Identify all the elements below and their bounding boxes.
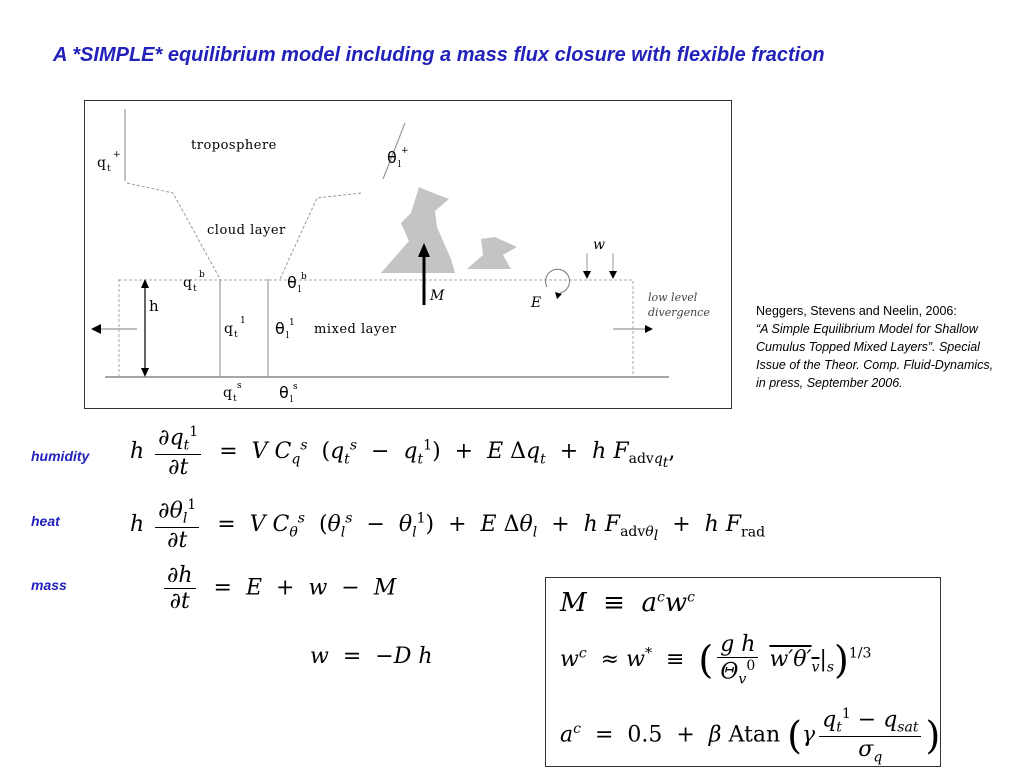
- svg-text:t: t: [193, 284, 197, 294]
- svg-text:+: +: [401, 146, 409, 156]
- w-label: w: [593, 237, 605, 253]
- svg-text:l: l: [286, 331, 289, 341]
- mass-flux-closure-box: [545, 577, 941, 767]
- humidity-equation: h $\frac{\partial q_t^1}{\partial t}$ = V $C_q^s$ $(q_t^s - q_t^1) + E$ $\Delta q_t + h$ $F_{advq_t}$,: [130, 424, 676, 480]
- entrainment-curl: [546, 269, 570, 293]
- svg-text:b: b: [199, 270, 205, 280]
- mass-flux-definition: $M \equiv a^cw^c$: [560, 588, 695, 618]
- troposphere-label: troposphere: [191, 138, 277, 153]
- svg-text:l: l: [298, 285, 301, 295]
- cumulus-cloud-large: [381, 187, 455, 273]
- heat-equation: h $\frac{\partial\theta_l^1}{\partial t}$ = V $C_\theta^s$ $(\theta_l^s - \theta_l^1) + E$ $\Delta\theta_l + h$ $F_{adv\theta_l} + h$ $F_{rad}$: [130, 497, 766, 553]
- reference-citation: [756, 302, 996, 392]
- svg-text:s: s: [237, 381, 242, 391]
- theta-b-label: θ: [287, 273, 297, 292]
- schematic-diagram: [85, 101, 731, 408]
- reference-authors: Neggers, Stevens and Neelin, 2006:: [756, 304, 957, 318]
- svg-text:l: l: [398, 160, 401, 170]
- humidity-label: humidity: [31, 448, 90, 464]
- theta-1-label: θ: [275, 319, 285, 338]
- theta-inversion-dotted-line: [280, 193, 361, 279]
- low-level-divergence-label-2: divergence: [648, 306, 710, 319]
- theta-plus-label: θ: [387, 148, 397, 167]
- qt-s-label: q: [223, 385, 232, 401]
- e-label: E: [531, 295, 542, 311]
- low-level-divergence-label-1: low level: [648, 291, 698, 304]
- model-schematic: [84, 100, 732, 409]
- svg-text:1: 1: [240, 316, 246, 326]
- mass-label: mass: [31, 577, 67, 593]
- cloud-fraction-equation: $a^c = 0.5 + \beta$ Atan (γ $\frac{q_t^1 - q_{sat}}{\sigma_q}$ ): [560, 706, 941, 766]
- heat-label: heat: [31, 513, 60, 529]
- svg-text:1: 1: [289, 318, 295, 328]
- h-label: h: [149, 297, 159, 315]
- theta-s-label: θ: [279, 383, 289, 402]
- slide-title: A *SIMPLE* equilibrium model including a mass flux closure with flexible fraction: [53, 44, 825, 66]
- svg-text:t: t: [107, 164, 111, 174]
- svg-text:b: b: [301, 272, 307, 282]
- subsidence-equation: w = −D h: [310, 644, 433, 669]
- cumulus-cloud-small: [467, 237, 517, 269]
- mixed-layer-label: mixed layer: [314, 322, 397, 337]
- svg-text:s: s: [293, 382, 298, 392]
- reference-title: “A Simple Equilibrium Model for Shallow Cumulus Topped Mixed Layers”. Special Issue of the Theor. Comp. Fluid-Dynamics, in press, September 2006.: [756, 322, 994, 390]
- m-label: M: [430, 288, 445, 304]
- svg-text:t: t: [233, 394, 237, 404]
- qt-plus-label: q: [97, 155, 106, 171]
- qt-b-label: q: [183, 275, 192, 291]
- cloud-layer-label: cloud layer: [207, 223, 286, 238]
- svg-text:l: l: [290, 395, 293, 405]
- qt-1-label: q: [224, 321, 233, 337]
- svg-text:+: +: [113, 150, 121, 160]
- mass-equation: $\frac{\partial h}{\partial t}$ = E + w − M: [160, 563, 396, 614]
- svg-text:t: t: [234, 330, 238, 340]
- convective-velocity-equation: $w^c \approx w^*$ ≡ ( $\frac{\text{g h}}{\Theta_v^0}$ $w'\theta'_v|_s)^{1/3}$: [560, 632, 872, 688]
